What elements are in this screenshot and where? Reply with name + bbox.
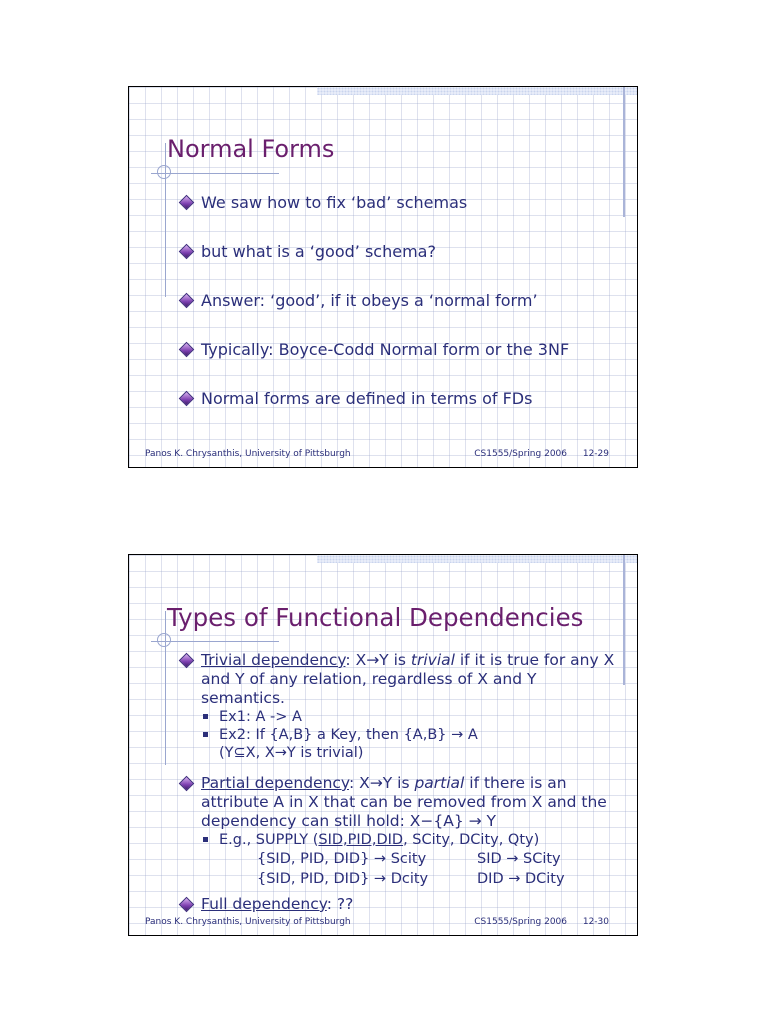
footer-author: Panos K. Chrysanthis, University of Pittsburgh [145,449,351,459]
full-definition: : ?? [326,895,354,913]
diamond-bullet-icon [179,293,195,309]
bullet-list [181,651,623,914]
partial-sep: : X→Y is [348,774,415,792]
bullet-item [181,242,623,261]
footer-course: CS1555/Spring 2006 [474,449,567,459]
example-2-note: (Y⊆X, X→Y is trivial) [219,745,364,761]
example-suffix: , SCity, DCity, Qty) [403,832,540,848]
term-partial-dependency: Partial dependency [201,774,349,792]
bullet-text: Typically: Boyce-Codd Normal form or the 3NF [201,340,570,359]
bullet-item [181,389,623,408]
fd-row [181,869,623,889]
example-1: Ex1: A -> A [219,709,302,725]
slide-rule-circle [157,633,171,647]
example-prefix: E.g., SUPPLY ( [219,832,319,848]
slide-top-band [317,87,637,95]
slide-title: Types of Functional Dependencies [167,603,584,632]
bullet-partial [181,774,623,831]
diamond-bullet-icon [179,897,195,913]
slide-right-rule [623,555,625,685]
trivial-sep: : X→Y is [345,651,411,669]
term-full-dependency: Full dependency [201,895,327,913]
square-bullet-icon [203,732,208,737]
bullet-full [181,895,623,914]
slide-right-rule [623,87,625,217]
term-trivial-dependency: Trivial dependency [201,651,346,669]
fd-right: SID → SCity [477,851,561,867]
bullet-list [181,193,623,438]
example-key: SID,PID,DID [318,832,404,848]
footer-course: CS1555/Spring 2006 [474,917,567,927]
diamond-bullet-icon [179,195,195,211]
slide-top-band [317,555,637,563]
bullet-text: Answer: ‘good’, if it obeys a ‘normal form’ [201,291,538,310]
slide-title: Normal Forms [167,135,335,163]
diamond-bullet-icon [179,776,195,792]
bullet-item [181,291,623,310]
diamond-bullet-icon [179,342,195,358]
footer-author: Panos K. Chrysanthis, University of Pittsburgh [145,917,351,927]
bullet-text: Normal forms are defined in terms of FDs [201,389,533,408]
fd-left: {SID, PID, DID} → Dcity [257,871,429,887]
bullet-trivial [181,651,623,708]
slide-normal-forms [128,86,638,468]
sub-bullet-item [181,708,623,726]
bullet-item [181,193,623,212]
fd-left: {SID, PID, DID} → Scity [257,851,427,867]
footer-page-number: 12-29 [582,449,609,459]
sub-bullet-item [181,831,623,849]
partial-emphasis: partial [414,774,465,792]
fd-row [181,849,623,869]
trivial-definition: if it is true for any X and Y of any relation, regardless of X and Y semantics. [201,651,615,707]
bullet-text: We saw how to fix ‘bad’ schemas [201,193,468,212]
square-bullet-icon [203,837,208,842]
square-bullet-icon [203,714,208,719]
diamond-bullet-icon [179,653,195,669]
sub-bullet-item [181,726,623,744]
example-2: Ex2: If {A,B} a Key, then {A,B} → A [219,727,478,743]
bullet-text: but what is a ‘good’ schema? [201,242,436,261]
diamond-bullet-icon [179,391,195,407]
diamond-bullet-icon [179,244,195,260]
trivial-emphasis: trivial [410,651,455,669]
slide-rule-circle [157,165,171,179]
slide-types-of-fds [128,554,638,936]
partial-definition: if there is an attribute A in X that can be removed from X and the dependency can still hold: X−{A} → Y [201,774,607,830]
fd-right: DID → DCity [477,871,565,887]
footer-page-number: 12-30 [582,917,609,927]
bullet-item [181,340,623,359]
